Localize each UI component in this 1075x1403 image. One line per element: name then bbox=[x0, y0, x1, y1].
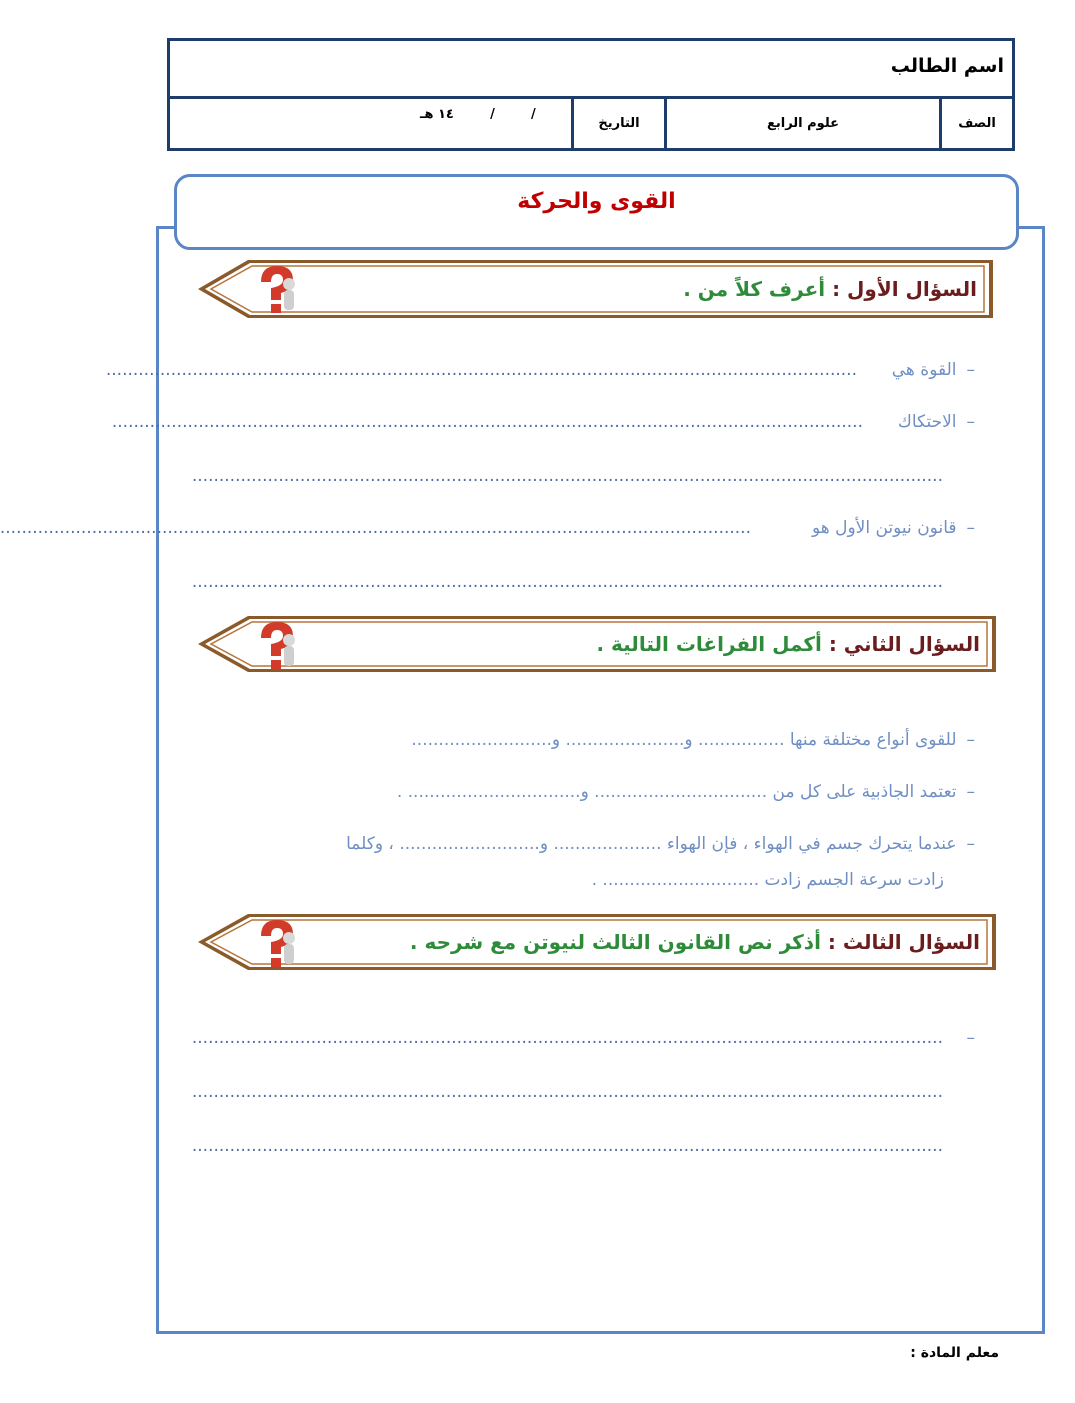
question-mark-icon bbox=[251, 618, 303, 672]
answer-line[interactable]: ........................................................................................................................................... bbox=[191, 1028, 943, 1048]
question-2-text bbox=[596, 632, 980, 656]
page-title: القوى والحركة bbox=[517, 189, 676, 214]
question-mark-icon bbox=[251, 916, 303, 970]
question-3-label: السؤال الثالث : bbox=[827, 930, 980, 954]
header-table bbox=[167, 38, 1015, 151]
dash: – bbox=[966, 1028, 975, 1048]
answer-line[interactable]: ........................................................................................................................................... bbox=[191, 1082, 943, 1102]
dash: – bbox=[966, 782, 975, 802]
info-row bbox=[170, 99, 1012, 148]
q1-item-2-text: الاحتكاك bbox=[897, 412, 957, 432]
q2-item-3-text: عندما يتحرك جسم في الهواء ، فإن الهواء .................... و.......................... ، وكلما bbox=[346, 834, 957, 854]
answer-line[interactable]: ........................................................................................................................................... bbox=[0, 518, 751, 538]
student-name-label: اسم الطالب bbox=[890, 55, 1004, 77]
question-3-instruction: أذكر نص القانون الثالث لنيوتن مع شرحه . bbox=[409, 930, 821, 954]
answer-line[interactable]: ........................................................................................................................................... bbox=[105, 360, 857, 380]
class-label: الصف bbox=[958, 116, 996, 131]
q2-item-2-text: تعتمد الجاذبية على كل من ................................ و................................ . bbox=[396, 782, 957, 802]
dash: – bbox=[966, 730, 975, 750]
q2-item-3 bbox=[346, 834, 975, 854]
date-label: التاريخ bbox=[598, 116, 640, 131]
question-3-text bbox=[410, 930, 980, 954]
subject-value: علوم الرابع bbox=[766, 116, 840, 131]
q2-item-2 bbox=[397, 782, 975, 802]
student-name-row bbox=[170, 41, 1012, 99]
content-frame bbox=[0, 226, 1045, 1334]
question-1-instruction: أعرف كلاً من . bbox=[683, 277, 826, 301]
answer-line[interactable]: ........................................................................................................................................... bbox=[191, 1136, 943, 1156]
q1-item-2 bbox=[898, 412, 975, 432]
answer-line[interactable]: ........................................................................................................................................... bbox=[191, 572, 943, 592]
question-3-banner bbox=[196, 912, 996, 972]
question-1-label: السؤال الأول : bbox=[832, 277, 977, 301]
question-2-instruction: أكمل الفراغات التالية . bbox=[596, 632, 822, 656]
question-2-banner bbox=[196, 614, 996, 674]
q3-item bbox=[957, 1028, 976, 1048]
q1-item-1 bbox=[892, 360, 975, 380]
q1-item-1-text: القوة هي bbox=[891, 360, 957, 380]
teacher-label: معلم المادة : bbox=[910, 1345, 999, 1361]
date-value: / / ١٤ هـ bbox=[420, 107, 536, 122]
question-1-text bbox=[683, 277, 977, 301]
dash: – bbox=[966, 412, 975, 432]
q1-item-3-text: قانون نيوتن الأول هو bbox=[811, 518, 957, 538]
dash: – bbox=[966, 834, 975, 854]
question-mark-icon bbox=[251, 262, 303, 316]
q2-item-1-text: للقوى أنواع مختلفة منها ................ و...................... و.......................... bbox=[411, 730, 957, 750]
question-1-banner bbox=[196, 258, 993, 320]
q2-item-1 bbox=[411, 730, 975, 750]
dash: – bbox=[966, 518, 975, 538]
answer-line[interactable]: ........................................................................................................................................... bbox=[191, 466, 943, 486]
q1-item-3 bbox=[812, 518, 975, 538]
q2-item-3-continued: زادت سرعة الجسم زادت ............................. . bbox=[591, 870, 944, 890]
title-box bbox=[174, 174, 1019, 250]
dash: – bbox=[966, 360, 975, 380]
question-2-label: السؤال الثاني : bbox=[828, 632, 980, 656]
answer-line[interactable]: ........................................................................................................................................... bbox=[111, 412, 863, 432]
